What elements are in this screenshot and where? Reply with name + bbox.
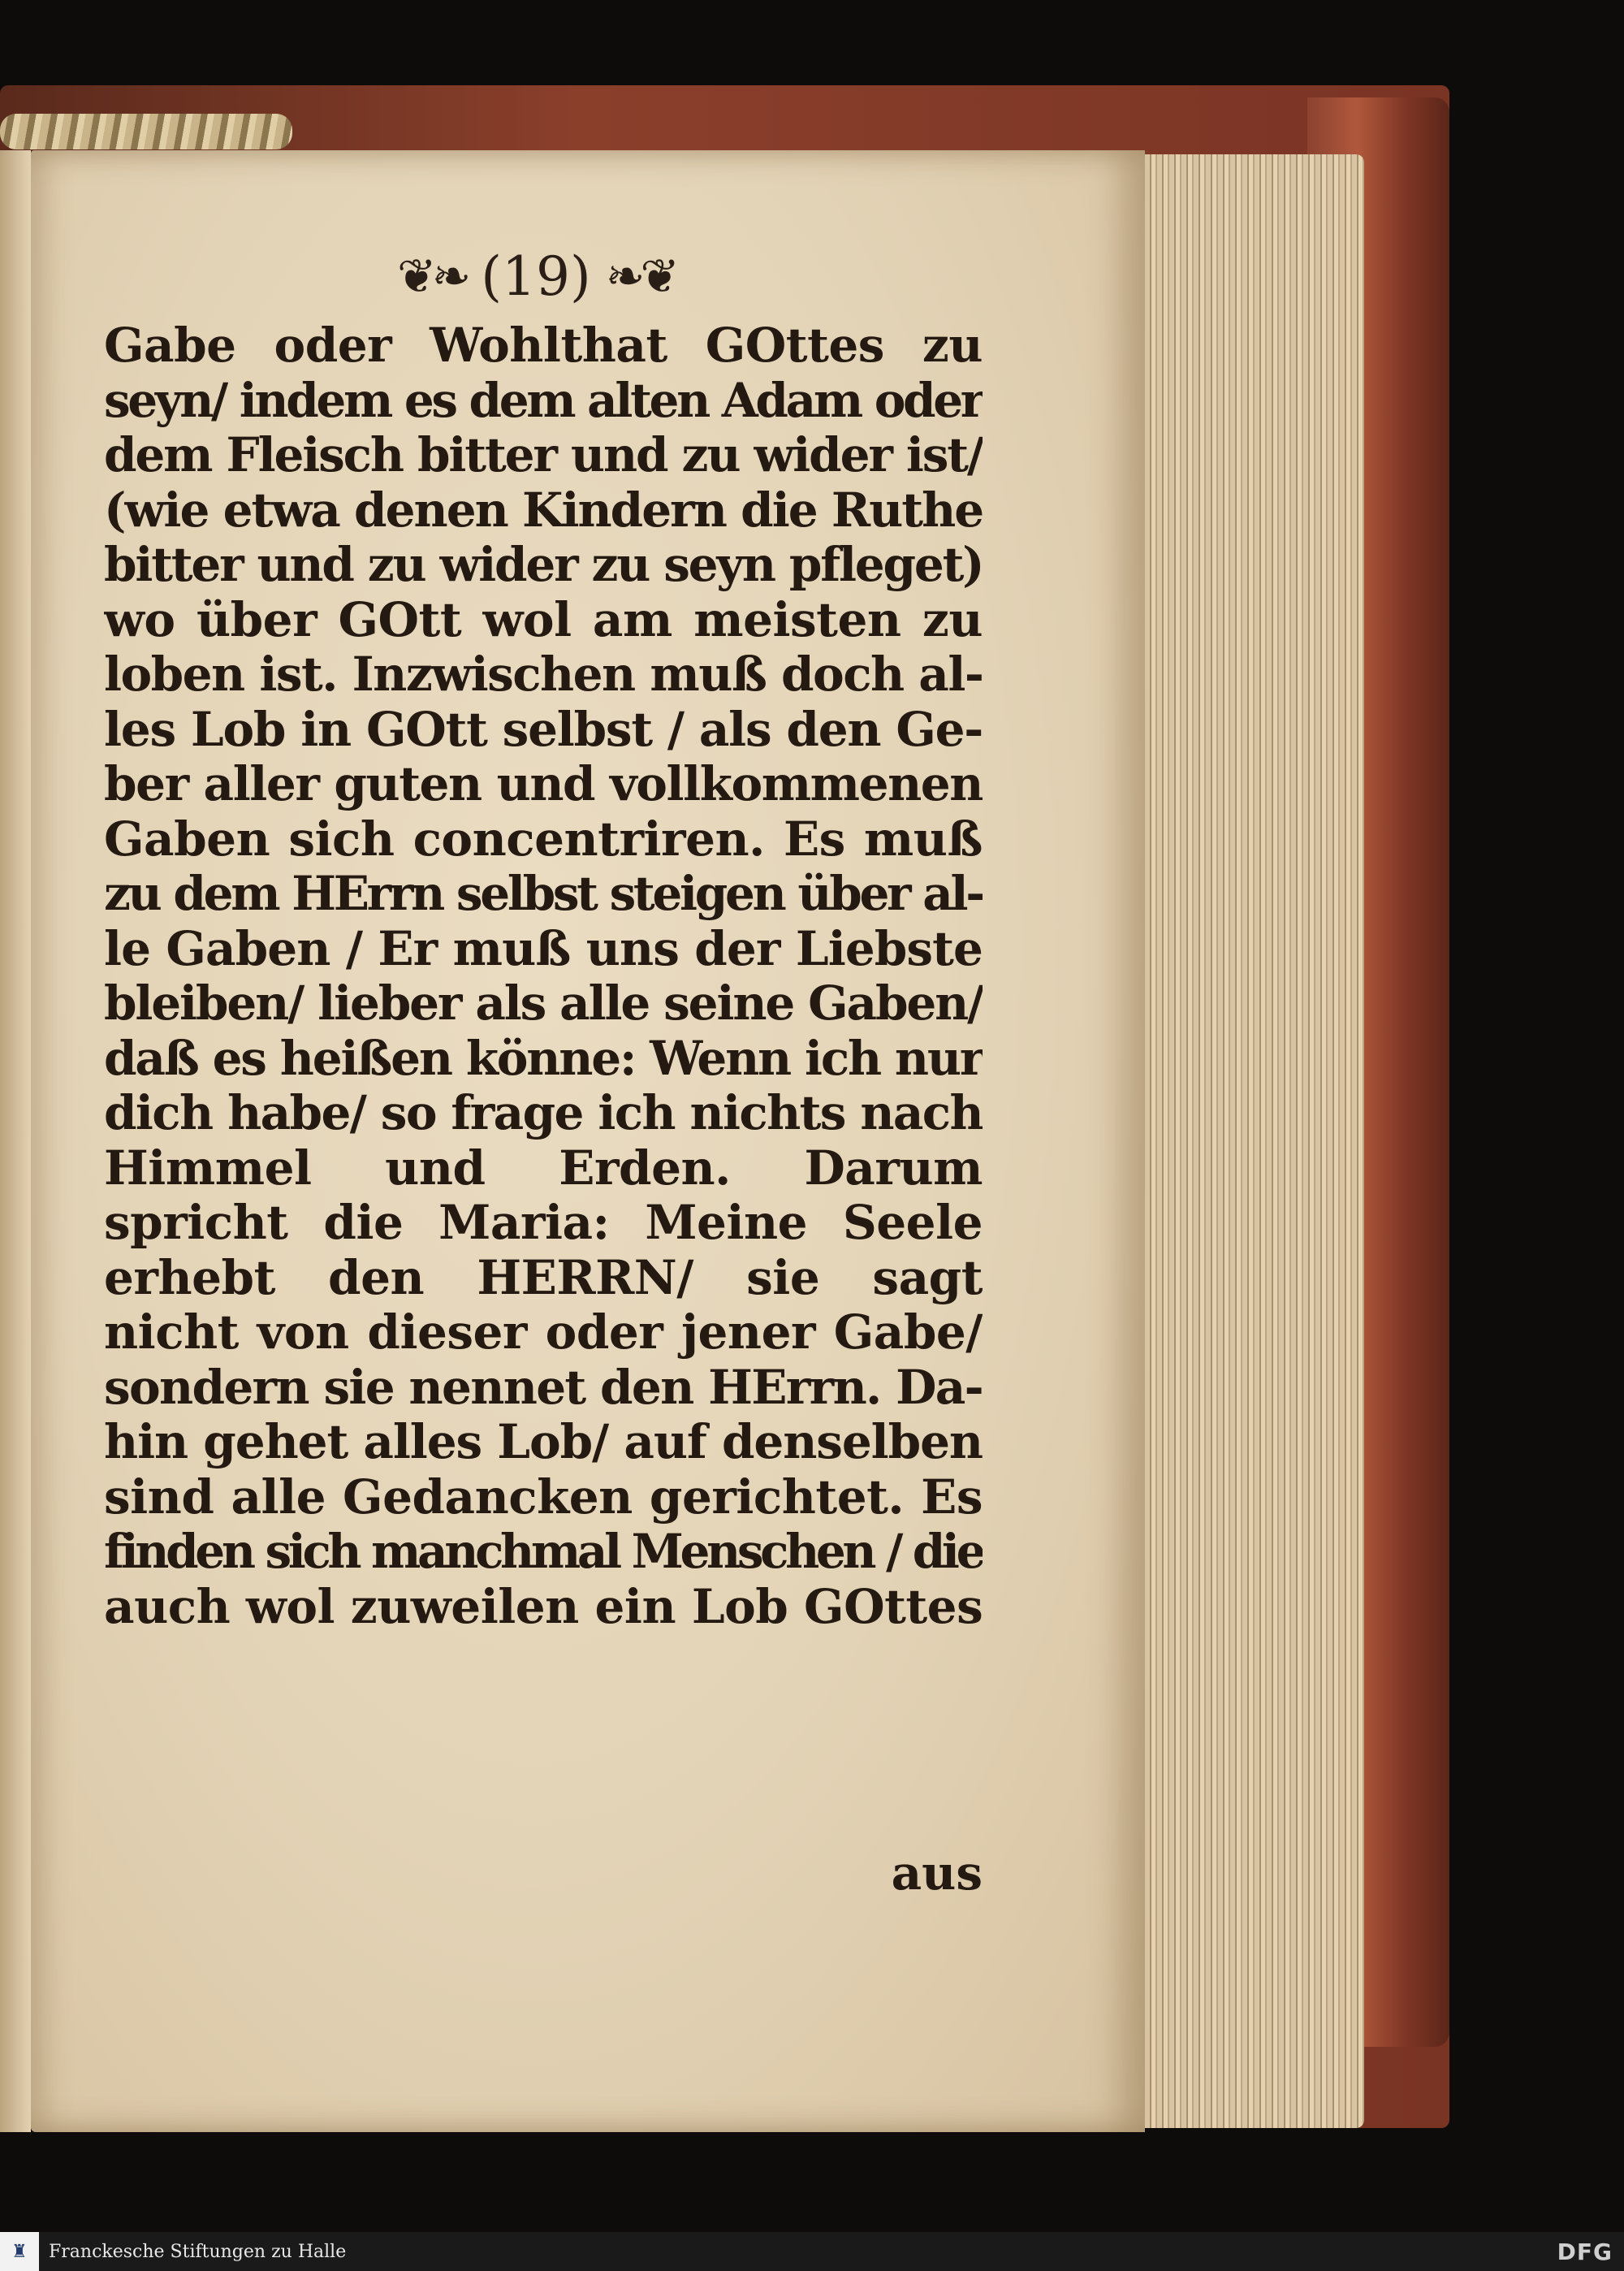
body-text [104, 318, 983, 1634]
text-line: zu dem HErrn selbst steigen über al- [104, 867, 983, 921]
text-line: spricht die Maria: Meine Seele [104, 1196, 983, 1250]
text-line: daß es heißen könne: Wenn ich nur [104, 1031, 983, 1086]
text-line: Himmel und Erden. Darum [104, 1140, 983, 1196]
ornament-right: ❧❦ [605, 249, 675, 304]
text-line: (wie etwa denen Kindern die Ruthe [104, 482, 983, 538]
dfg-logo: DFG [1557, 2239, 1613, 2265]
text-line: finden sich manchmal Menschen / die [104, 1525, 983, 1579]
viewer-footer [0, 2232, 1624, 2271]
text-line: bitter und zu wider zu seyn pfleget) [104, 538, 983, 592]
text-line: le Gaben / Er muß uns der Liebste [104, 921, 983, 976]
institution-name: Franckesche Stiftungen zu Halle [49, 2241, 347, 2262]
text-line: sind alle Gedancken gerichtet. Es [104, 1469, 983, 1525]
ornament-left: ❦❧ [397, 249, 467, 304]
text-line: bleiben/ lieber als alle seine Gaben/ [104, 976, 983, 1031]
text-line: hin gehet alles Lob/ auf denselben [104, 1415, 983, 1469]
text-line: auch wol zuweilen ein Lob GOttes [104, 1579, 983, 1634]
text-line: Gaben sich concentriren. Es muß [104, 811, 983, 867]
text-line: nicht von dieser oder jener Gabe/ [104, 1305, 983, 1360]
text-line: sondern sie nennet den HErrn. Da- [104, 1360, 983, 1415]
page-number: (19) [481, 244, 591, 308]
text-line: les Lob in GOtt selbst / als den Ge- [104, 702, 983, 757]
page-edges [1121, 154, 1364, 2128]
catchword: aus [891, 1845, 983, 1901]
text-line: seyn/ indem es dem alten Adam oder [104, 373, 983, 428]
page-header [357, 240, 715, 313]
text-line: loben ist. Inzwischen muß doch al- [104, 647, 983, 702]
text-line: wo über GOtt wol am meisten zu [104, 592, 983, 647]
text-line: dich habe/ so frage ich nichts nach [104, 1086, 983, 1140]
institution-logo-icon: ♜ [0, 2232, 39, 2271]
text-line: dem Fleisch bitter und zu wider ist/ [104, 428, 983, 482]
text-line: Gabe oder Wohlthat GOttes zu [104, 318, 983, 373]
left-page-edge [0, 150, 31, 2132]
text-line: erhebt den HERRN/ sie sagt [104, 1250, 983, 1305]
text-line: ber aller guten und vollkommenen [104, 757, 983, 811]
book-headband [0, 114, 292, 149]
